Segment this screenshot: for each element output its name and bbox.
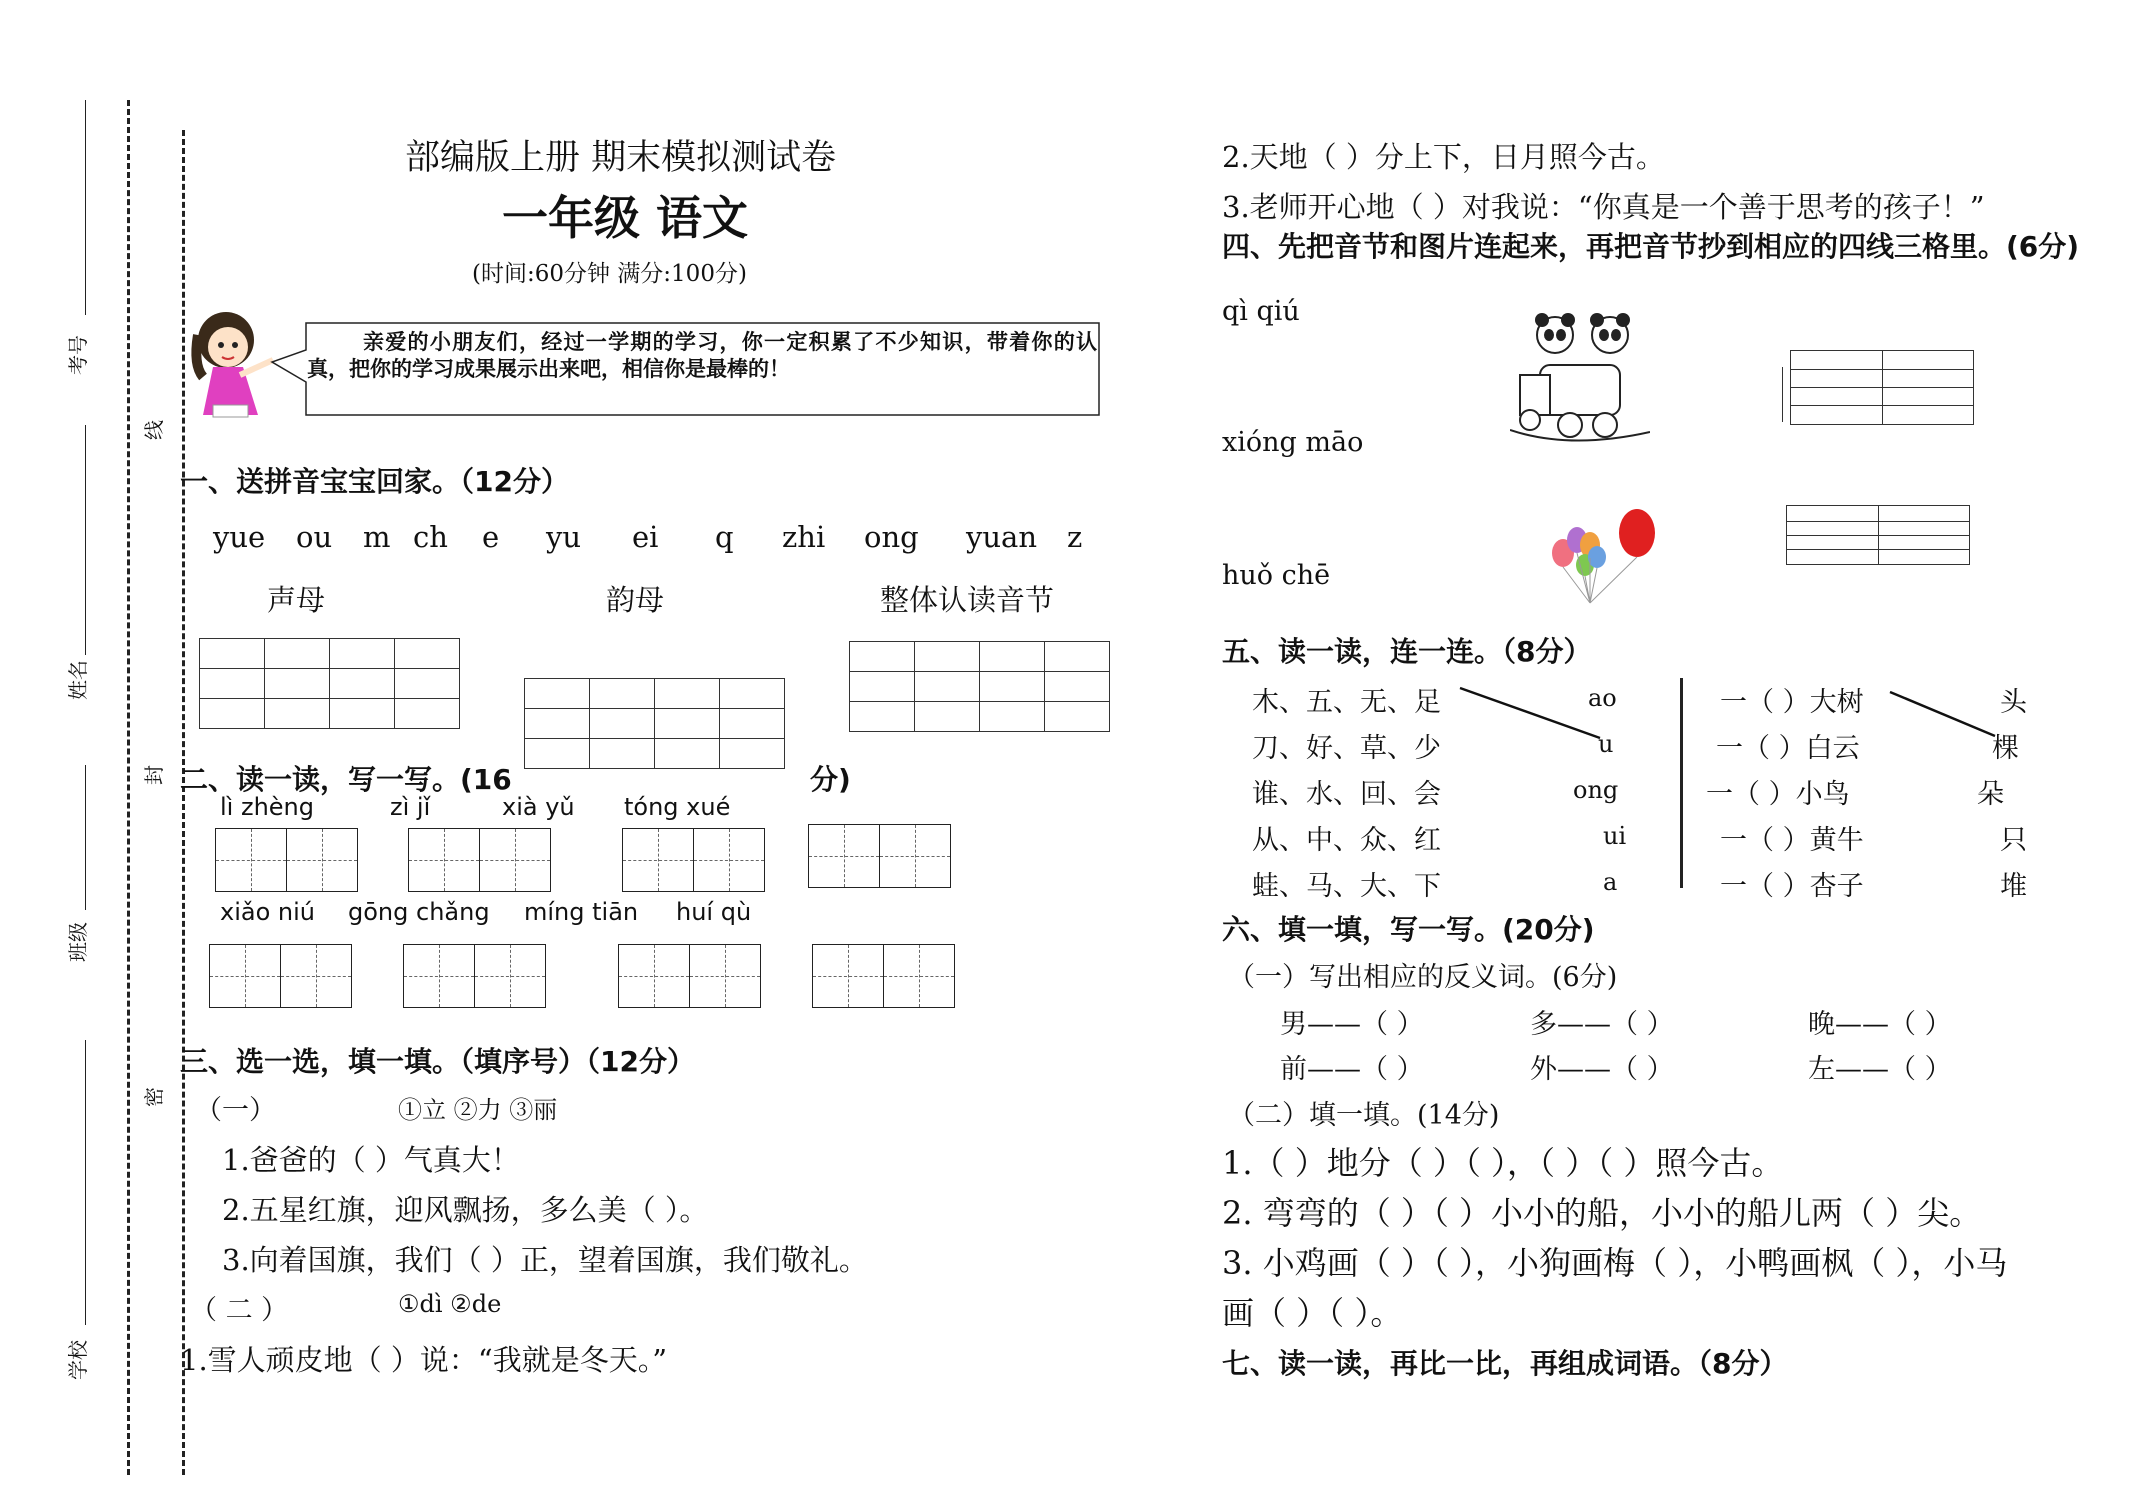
s4-pinyin-xiongmao: xióng māo: [1222, 427, 1364, 458]
class-blank[interactable]: [85, 765, 86, 910]
s2-tian-grid-8[interactable]: [812, 944, 953, 1008]
s1-pinyin-m: m: [363, 520, 391, 554]
s3-question-5: 2.天地（ ）分上下，日月照今古。: [1222, 140, 1665, 174]
s1-pinyin-yu: yu: [546, 520, 582, 554]
s5-left-words-2: 刀、好、草、少: [1252, 733, 1441, 764]
s6-ant-5: 外——（ ）: [1530, 1054, 1674, 1085]
s2-title-end: 分): [810, 763, 851, 796]
s5-right-tou: 头: [2000, 687, 2027, 718]
s2-tian-grid-1[interactable]: [215, 828, 356, 892]
s6-fill-2: 2. 弯弯的（ ）（ ）小小的船，小小的船儿两（ ）尖。: [1222, 1194, 1982, 1232]
s2-pinyin-tongxue: tóng xué: [624, 793, 731, 821]
s4-fourline-grid-1b: [1782, 367, 1788, 422]
exam-number-label: 考号: [66, 335, 90, 375]
intro-text: 亲爱的小朋友们，经过一学期的学习，你一定积累了不少知识，带着你的认真，把你的学习成果展示出来吧，相信你是最棒的！: [307, 329, 1097, 381]
s5-mid-4: 一（ ）黄牛: [1720, 825, 1864, 856]
s2-tian-grid-4[interactable]: [808, 824, 949, 888]
s2-title: 二、读一读，写一写。(16: [180, 763, 512, 796]
name-blank[interactable]: [85, 425, 86, 655]
s5-sound-ong: ong: [1573, 776, 1619, 804]
s5-right-zhi: 只: [2000, 825, 2027, 856]
s6-sub2: （二）填一填。(14分): [1228, 1100, 1500, 1131]
s5-right-dui: 堆: [2000, 871, 2027, 902]
s6-title: 六、填一填，写一写。(20分): [1222, 913, 1595, 946]
s5-sound-a: a: [1603, 868, 1618, 896]
s6-fill-1: 1.（ ）地分（ ）（ ），（ ）（ ）照今古。: [1222, 1144, 1784, 1182]
s1-pinyin-e: e: [482, 520, 500, 554]
s2-tian-grid-6[interactable]: [403, 944, 544, 1008]
school-label: 学校: [66, 1340, 90, 1380]
binding-dash-line-1: [127, 100, 130, 1475]
class-label: 班级: [66, 922, 90, 962]
s6-ant-1: 男——（ ）: [1280, 1009, 1424, 1040]
s5-left-words-1: 木、五、无、足: [1252, 687, 1441, 718]
s6-sub1: （一）写出相应的反义词。(6分): [1228, 962, 1618, 993]
s1-grid-zhengti[interactable]: [849, 641, 1110, 732]
seal-char-seal: 封: [142, 765, 166, 785]
s4-fourline-grid-2[interactable]: [1786, 505, 1970, 565]
s1-cat-zhengti: 整体认读音节: [880, 583, 1055, 617]
s2-pinyin-xiaoniu: xiǎo niú: [220, 898, 315, 926]
s3-question-3: 3.向着国旗，我们（ ）正，望着国旗，我们敬礼。: [222, 1243, 868, 1277]
s5-right-ke: 棵: [1992, 733, 2019, 764]
s1-pinyin-yue: yue: [213, 520, 266, 554]
balloons-image: [1545, 505, 1665, 605]
s5-mid-5: 一（ ）杏子: [1720, 871, 1864, 902]
s5-sound-u: u: [1598, 730, 1614, 758]
s6-fill-4: 画（ ）（ ）。: [1222, 1294, 1403, 1332]
s2-tian-grid-2[interactable]: [408, 828, 549, 892]
s1-grid-shengmu[interactable]: [199, 638, 460, 729]
s5-title: 五、读一读，连一连。（8分）: [1222, 635, 1592, 668]
exam-title: 部编版上册 期末模拟测试卷: [405, 138, 837, 178]
s3-question-2: 2.五星红旗，迎风飘扬，多么美（ ）。: [222, 1193, 709, 1227]
s2-tian-grid-3[interactable]: [622, 828, 763, 892]
s1-pinyin-zhi: zhi: [782, 520, 826, 554]
s5-mid-3: 一（ ）小鸟: [1706, 779, 1850, 810]
exam-number-blank[interactable]: [85, 100, 86, 315]
s5-right-duo: 朵: [1977, 779, 2004, 810]
s4-title: 四、先把音节和图片连起来，再把音节抄到相应的四线三格里。(6分): [1222, 230, 2080, 263]
s5-sound-ui: ui: [1603, 822, 1627, 850]
s6-ant-3: 晚——（ ）: [1808, 1009, 1952, 1040]
s1-pinyin-ei: ei: [632, 520, 659, 554]
s4-fourline-grid-1[interactable]: [1790, 350, 1974, 425]
seal-char-line: 线: [142, 420, 166, 440]
s3-group2-label: （ 二 ）: [190, 1295, 289, 1326]
s2-pinyin-gongchang: gōng chǎng: [348, 898, 490, 926]
s4-pinyin-huoche: huǒ chē: [1222, 560, 1331, 591]
school-blank[interactable]: [85, 1040, 86, 1325]
s3-group1-label: （一）: [195, 1095, 276, 1126]
s4-pinyin-qiqiu: qì qiú: [1222, 296, 1300, 327]
s1-pinyin-ou: ou: [296, 520, 333, 554]
s1-pinyin-z: z: [1067, 520, 1083, 554]
s2-pinyin-xiayu: xià yǔ: [502, 793, 575, 821]
exam-meta: (时间:60分钟 满分:100分): [472, 261, 747, 287]
s3-group1-options: ①立 ②力 ③丽: [398, 1096, 558, 1124]
s3-question-6: 3.老师开心地（ ）对我说：“你真是一个善于思考的孩子！”: [1222, 190, 1985, 224]
s3-question-4: 1.雪人顽皮地（ ）说：“我就是冬天。”: [180, 1343, 668, 1377]
s2-pinyin-mingtian: míng tiān: [524, 898, 639, 926]
s5-left-words-3: 谁、水、回、会: [1252, 779, 1441, 810]
s1-cat-yunmu: 韵母: [606, 583, 665, 617]
s1-pinyin-ong: ong: [864, 520, 919, 554]
s2-tian-grid-7[interactable]: [618, 944, 759, 1008]
s3-question-1: 1.爸爸的（ ）气真大！: [222, 1143, 520, 1177]
s5-mid-2: 一（ ）白云: [1716, 733, 1860, 764]
s5-left-words-4: 从、中、众、红: [1252, 825, 1441, 856]
s6-ant-2: 多——（ ）: [1530, 1009, 1674, 1040]
s1-cat-shengmu: 声母: [267, 583, 326, 617]
s5-left-words-5: 蛙、马、大、下: [1252, 871, 1441, 902]
s1-pinyin-yuan: yuan: [966, 520, 1038, 554]
s2-pinyin-huiqu: huí qù: [676, 898, 752, 926]
exam-subtitle: 一年级 语文: [502, 191, 749, 245]
name-label: 姓名: [66, 660, 90, 700]
s6-ant-6: 左——（ ）: [1808, 1054, 1952, 1085]
s3-title: 三、选一选，填一填。（填序号）（12分）: [180, 1045, 695, 1078]
s3-group2-options: ①dì ②de: [398, 1290, 502, 1318]
panda-train-image: [1510, 310, 1650, 450]
s5-mid-1: 一（ ）大树: [1720, 687, 1864, 718]
s5-divider: [1680, 678, 1683, 888]
s6-ant-4: 前——（ ）: [1280, 1054, 1424, 1085]
s1-grid-yunmu[interactable]: [524, 678, 785, 769]
s1-pinyin-q: q: [715, 520, 734, 554]
s7-title: 七、读一读，再比一比，再组成词语。（8分）: [1222, 1347, 1788, 1380]
seal-char-secret: 密: [142, 1087, 166, 1107]
s5-sound-ao: ao: [1588, 684, 1617, 712]
s2-pinyin-ziji: zì jǐ: [390, 793, 431, 821]
s6-fill-3: 3. 小鸡画（ ）（ ），小狗画梅（ ），小鸭画枫（ ），小马: [1222, 1244, 2008, 1282]
s1-title: 一、送拼音宝宝回家。（12分）: [180, 465, 569, 498]
s1-pinyin-ch: ch: [413, 520, 448, 554]
s2-tian-grid-5[interactable]: [209, 944, 350, 1008]
s2-pinyin-lizheng: lì zhèng: [220, 793, 314, 821]
